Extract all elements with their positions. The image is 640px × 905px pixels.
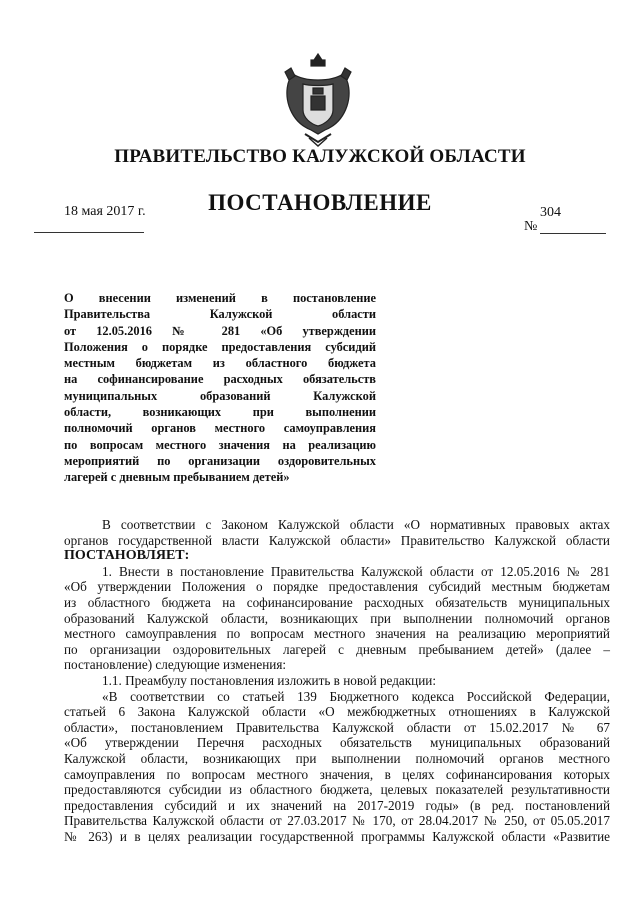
body-line: местного самоуправления по вопросам местного значения на реализацию мероприятий — [64, 626, 610, 642]
subject-line: мероприятий по организации оздоровительных — [64, 453, 376, 468]
body-line: из областного бюджета на софинансирование расходных обязательств муниципальных — [64, 594, 610, 610]
body-line: «В соответствии со статьей 139 Бюджетного кодекса Российской Федерации, — [102, 688, 610, 704]
subject-line: Положения о порядке предоставления субсидий — [64, 339, 376, 354]
document-body — [64, 517, 610, 844]
subject-line: полномочий органов местного самоуправления — [64, 421, 376, 436]
subject-line: О внесении изменений в постановление — [64, 291, 376, 305]
date-underline — [34, 232, 144, 233]
body-line: № 263) и в целях реализации государственной программы Калужской области «Развитие — [64, 828, 610, 844]
body-line: «Об утверждении Положения о порядке предоставления субсидий местным бюджетам — [64, 579, 610, 595]
body-line: предоставления субсидий и их значений на 2017-2019 годы» (в ред. постановлений — [64, 797, 610, 813]
coat-of-arms-emblem — [281, 50, 355, 148]
body-line: образований Калужской области, возникающих при выполнении полномочий органов — [64, 610, 610, 626]
document-number: 304 — [540, 205, 561, 220]
resolves-heading: ПОСТАНОВЛЯЕТ: — [64, 548, 190, 564]
subject-line: по вопросам местного значения на реализацию — [64, 437, 376, 452]
subject-line: муниципальных образований Калужской — [64, 388, 376, 403]
subject-line: на софинансирование расходных обязательств — [64, 372, 376, 387]
body-line: 1. Внести в постановление Правительства Калужской области от 12.05.2016 № 281 — [102, 563, 610, 579]
document-subject — [64, 290, 376, 486]
document-type-title: ПОСТАНОВЛЕНИЕ — [208, 190, 432, 215]
body-line: постановление) следующие изменения: — [64, 657, 287, 673]
subject-line: от 12.05.2016 № 281 «Об утверждении — [64, 323, 376, 338]
body-line: по организации оздоровительных лагерей с дневным пребыванием детей» (далее – — [64, 641, 610, 657]
number-sign: № — [524, 219, 538, 234]
subject-line: местным бюджетам из областного бюджета — [64, 356, 376, 371]
body-line: предоставляются субсидии из областного бюджета, целевых показателей результативности — [64, 782, 610, 798]
body-line: В соответствии с Законом Калужской области «О нормативных правовых актах — [102, 517, 610, 532]
subject-line: Правительства Калужской области — [64, 307, 376, 322]
body-line: области», постановлением Правительства Калужской области от 15.02.2017 № 67 — [64, 719, 610, 735]
body-line: Калужской области, возникающих при выполнении полномочий органов местного — [64, 750, 610, 766]
body-line: самоуправления по вопросам местного значения, в целях софинансирования которых — [64, 766, 610, 782]
number-underline — [540, 233, 606, 234]
body-line: Правительства Калужской области от 27.03.2017 № 170, от 28.04.2017 № 250, от 05.05.2017 — [64, 813, 610, 829]
body-line: статьей 6 Закона Калужской области «О межбюджетных отношениях в Калужской — [64, 704, 610, 720]
subject-line: лагерей с дневным пребыванием детей» — [64, 470, 290, 485]
body-line: органов государственной власти Калужской области» Правительство Калужской области — [64, 532, 610, 548]
government-title: ПРАВИТЕЛЬСТВО КАЛУЖСКОЙ ОБЛАСТИ — [114, 146, 526, 167]
subject-line: области, возникающих при выполнении — [64, 405, 376, 420]
body-line: «Об утверждении Перечня расходных обязательств муниципальных образований — [64, 735, 610, 751]
document-date: 18 мая 2017 г. — [64, 204, 146, 219]
body-line: 1.1. Преамбулу постановления изложить в новой редакции: — [102, 672, 437, 688]
